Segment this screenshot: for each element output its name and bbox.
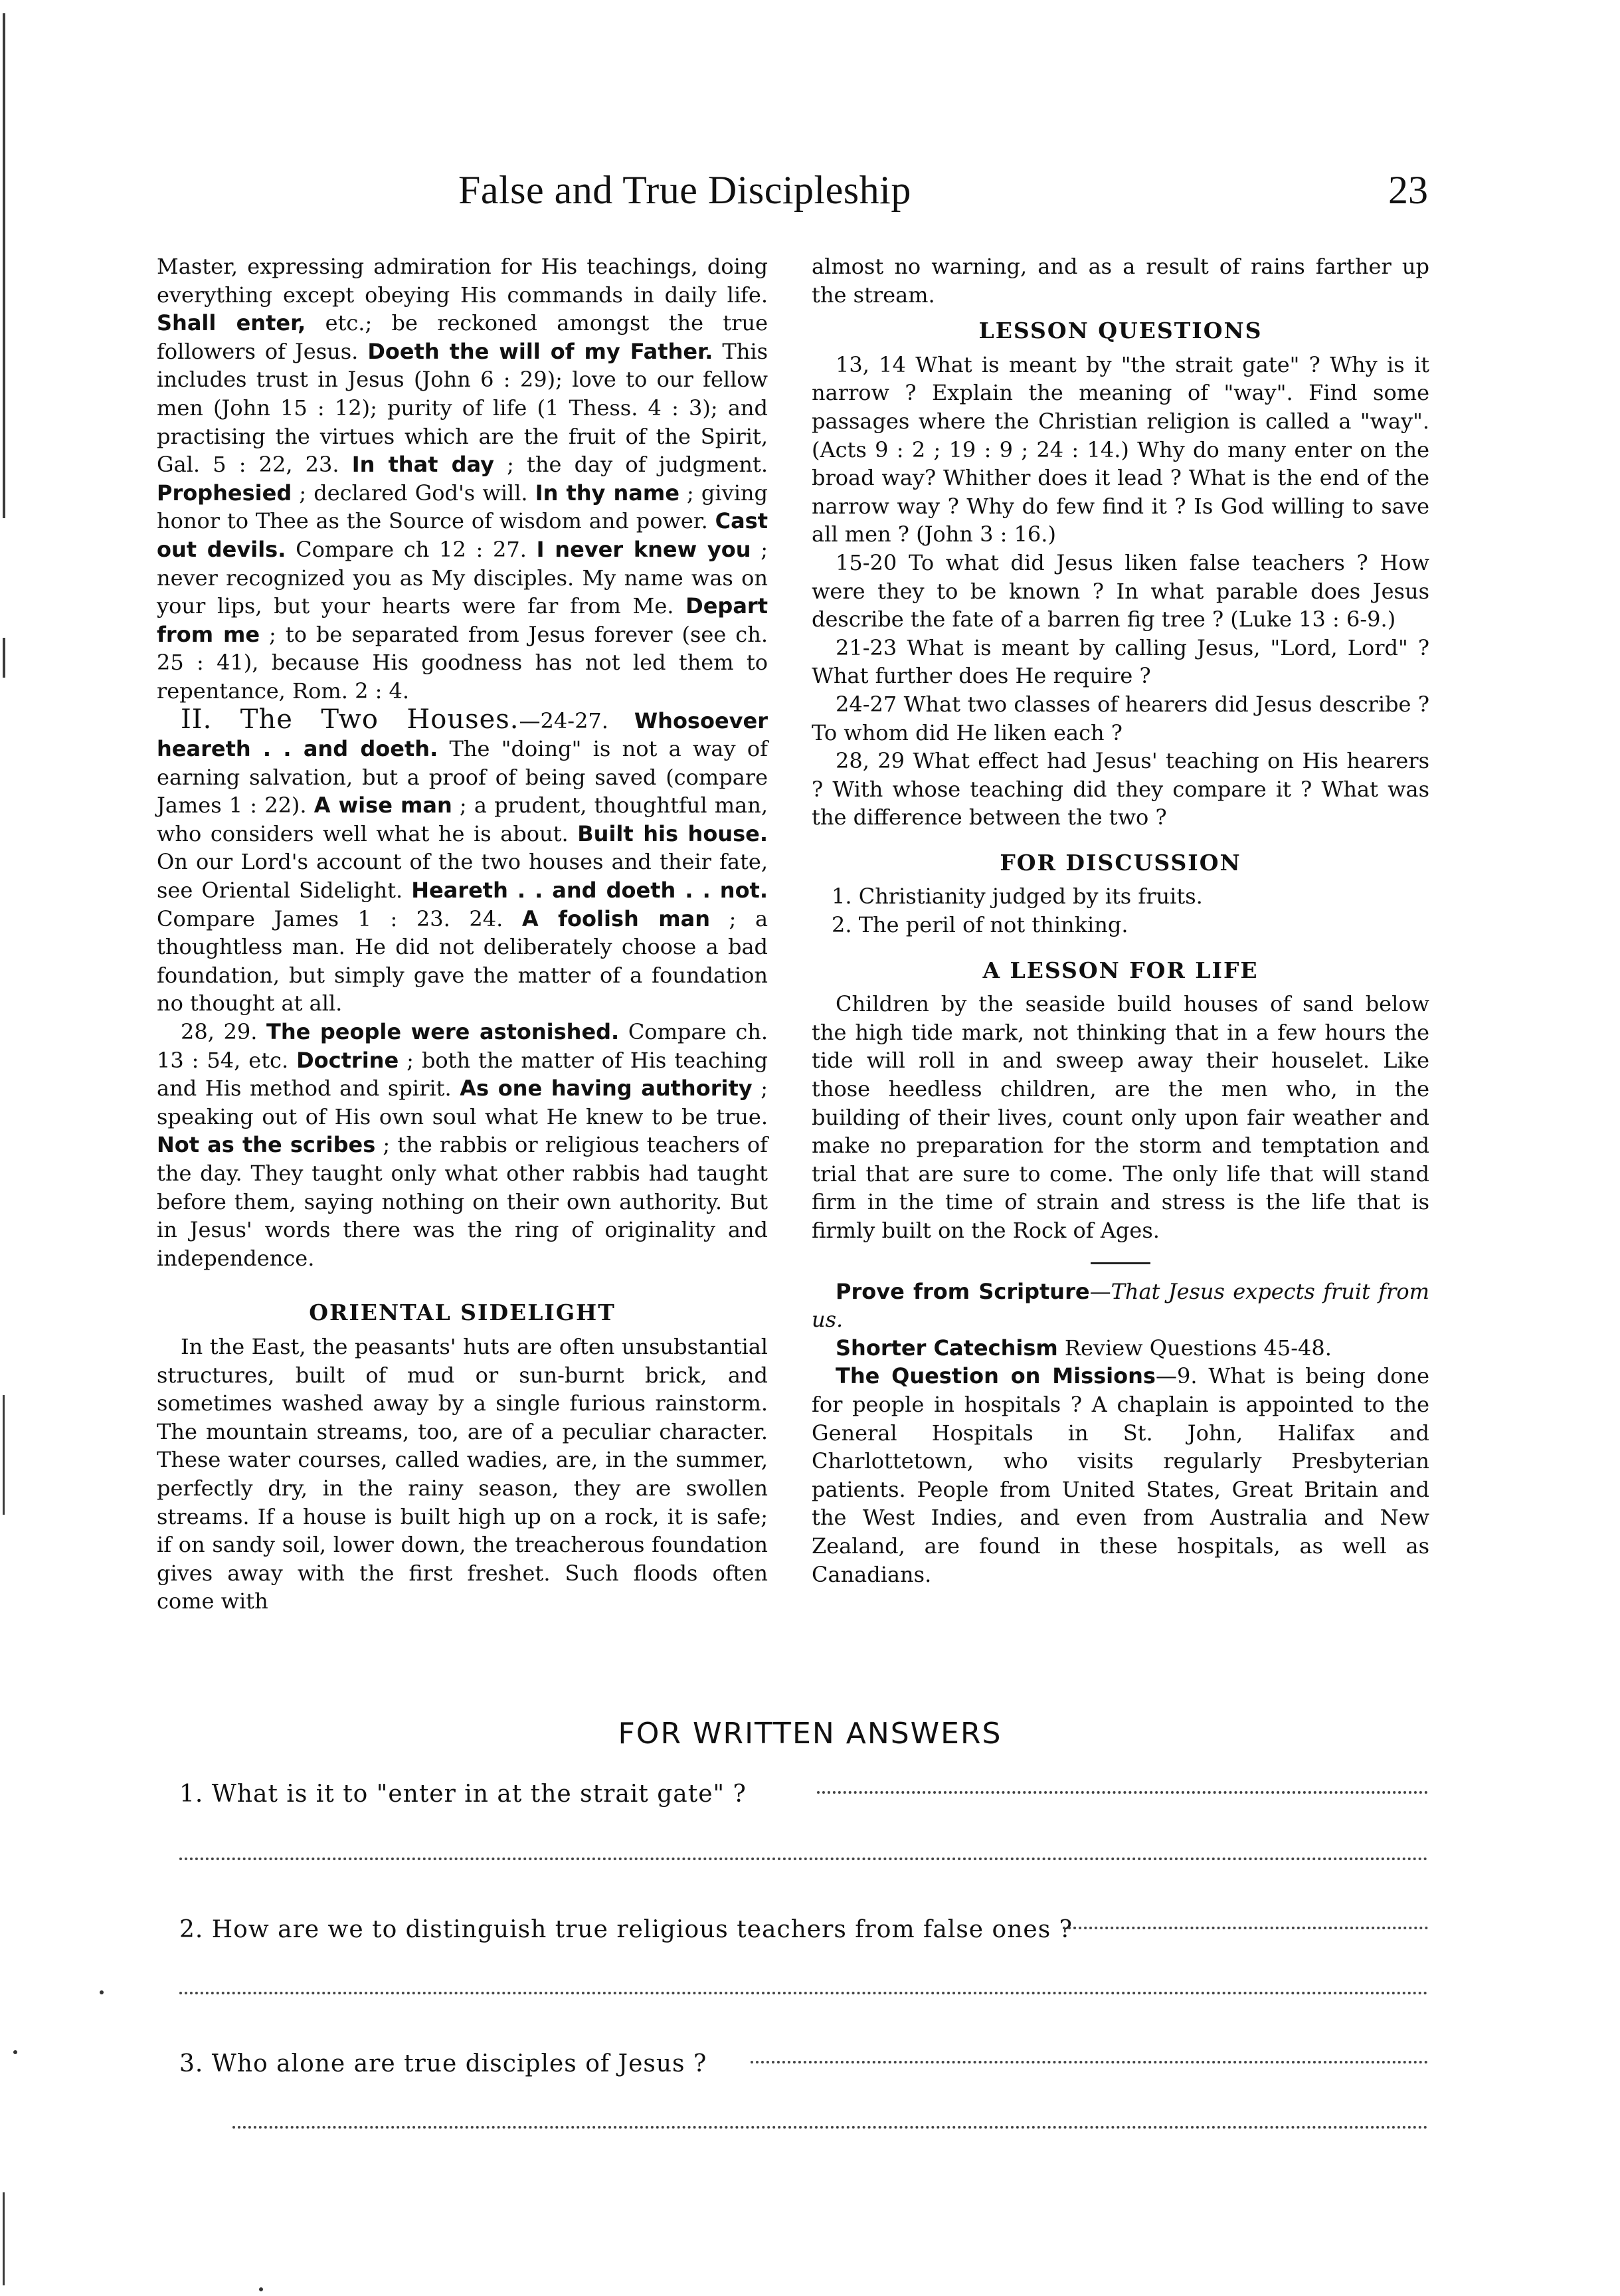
lesson-question: 13, 14 What is meant by "the strait gate" ? Why is it narrow ? Explain the meaning of "way". Find some passages where the Christian religion is called a "way". (Acts 9 : 2 ; 19 : 9 ; 24 : 14.) Why do many enter on the broad way? Whither does it lead ? What is the end of the narrow way ? Why do few find it ? Is God willing to save all men ? (John 3 : 16.) [812, 351, 1429, 547]
bold-term: Cast out devils. [157, 508, 768, 562]
bold-term: The Question on Missions [836, 1363, 1156, 1389]
text-run: Compare James 1 : 23. 24. [157, 906, 522, 931]
answer-line[interactable] [179, 1988, 1428, 1994]
page-number: 23 [1388, 168, 1428, 212]
scan-speck [100, 1990, 104, 1994]
text-run: Compare ch 12 : 27. [286, 536, 537, 562]
written-question-text: 2. How are we to distinguish true religious teachers from false ones ? [179, 1916, 1073, 1943]
bold-term: Doctrine [296, 1047, 399, 1073]
text-run: The "doing" is not a way of earning salvation, but a proof of being saved (compare James 1 : 22). [157, 736, 768, 818]
answer-line[interactable] [179, 1854, 1428, 1860]
bold-term: The people were astonished. [266, 1019, 620, 1045]
prove-from-scripture [812, 1278, 1429, 1334]
text-run: — [1089, 1278, 1111, 1304]
running-title: False and True Discipleship [458, 168, 911, 212]
bold-term: Prophesied [157, 480, 292, 506]
text-run: —9. What is being done for people in hospitals ? A chaplain is appointed to the General Hospitals in St. John, Halifax and Charlottetown, who visits regularly Presbyterian patients. People from United States, Great Britain and the West Indies, and even from Australia and New Zealand, are found in these hospitals, as well as Canadians. [812, 1363, 1430, 1587]
commentary-paragraph [157, 252, 768, 706]
section-heading: II. The Two Houses. [181, 704, 519, 735]
question-on-missions [812, 1362, 1429, 1588]
text-run: This includes trust in Jesus (John 6 : 29); love to our fellow men (John 15 : 12); purity of life (1 Thess. 4 : 3); and practising the virtues which are the fruit of the Spirit, Gal. 5 : 22, 23. [157, 338, 768, 478]
text-run: ; both the matter of His teaching and His method and spirit. [157, 1047, 768, 1101]
lesson-question: 28, 29 What effect had Jesus' teaching on His hearers ? With whose teaching did they compare it ? What was the difference between the two ? [812, 748, 1429, 830]
text-run: 28, 29. [181, 1019, 266, 1045]
answer-line[interactable] [817, 1787, 1428, 1794]
written-answers-title: FOR WRITTEN ANSWERS [618, 1717, 1002, 1751]
section-divider [1091, 1262, 1150, 1264]
bold-term: A wise man [314, 793, 452, 818]
written-question [179, 1916, 1428, 1943]
bold-term: As one having authority [460, 1076, 753, 1101]
text-run: —24-27. [519, 708, 634, 733]
discussion-list [812, 882, 1429, 939]
written-question-text: 3. Who alone are true disciples of Jesus ? [179, 2050, 707, 2077]
text-run: ; never recognized you as My disciples. My name was on your lips, but your hearts were far from Me. [157, 536, 768, 619]
lesson-question: 21-23 What is meant by calling Jesus, "Lord, Lord" ? What further does He require ? [812, 634, 1429, 689]
bold-term: Built his house. [577, 820, 768, 846]
bold-term: Shall enter, [157, 310, 306, 336]
text-run: ; to be separated from Jesus forever (see ch. 25 : 41), because His goodness has not led them to repentance, Rom. 2 : 4. [157, 621, 768, 704]
answer-line[interactable] [232, 2122, 1428, 2129]
bold-term: Heareth . . and doeth . . not. [411, 878, 768, 904]
bold-term: Prove from Scripture [836, 1278, 1090, 1304]
written-question [179, 1780, 1428, 1808]
lesson-questions-heading: LESSON QUESTIONS [978, 318, 1263, 344]
scan-speck [259, 2287, 263, 2291]
text-run: etc.; be reckoned amongst the true followers of Jesus. [157, 310, 768, 364]
bold-term: Shorter Catechism [836, 1335, 1058, 1361]
text-run: On our Lord's account of the two houses and their fate, see Oriental Sidelight. [157, 849, 768, 904]
bold-term: Depart from me [157, 593, 768, 647]
shorter-catechism [812, 1334, 1429, 1363]
continuation-text: almost no warning, and as a result of rains farther up the stream. [812, 254, 1429, 308]
answer-line[interactable] [751, 2057, 1428, 2063]
scan-edge [3, 638, 5, 678]
text-run: ; the rabbis or religious teachers of the day. They taught only what other rabbis had taught before them, saying nothing on their own authority. But in Jesus' words there was the ring of originality and independence. [157, 1132, 768, 1271]
discussion-item: 1. Christianity judged by its fruits. [832, 884, 1203, 909]
scan-edge [3, 13, 5, 518]
scan-edge [3, 2192, 5, 2285]
text-run: ; the day of judgment. [494, 452, 768, 478]
text-run: ; giving honor to Thee as the Source of wisdom and power. [157, 480, 768, 534]
bold-term: I never knew you [536, 536, 751, 562]
discussion-item: 2. The peril of not thinking. [832, 912, 1128, 938]
left-column [157, 252, 768, 1616]
lesson-for-life-text: Children by the seaside build houses of sand below the high tide mark, not thinking that in a few hours the tide will roll in and sweep away their houselet. Like those heedless children, are the men who, in the building of their lives, count only upon fair weather and make no preparation for the storm and temptation and trial that are sure to come. The only life that will stand firm in the time of strain and stress is the life that is firmly built on the Rock of Ages. [812, 991, 1429, 1243]
scan-edge [3, 1395, 5, 1515]
text-run: ; a thoughtless man. He did not deliberately choose a bad foundation, but simply gave the matter of a foundation no thought at all. [157, 906, 768, 1016]
page-header [153, 167, 1481, 227]
text-run: ; declared God's will. [292, 480, 535, 506]
text-run: Compare ch. 13 : 54, etc. [157, 1019, 768, 1073]
oriental-sidelight-text: In the East, the peasants' huts are often unsubstantial structures, built of mud or sun-burnt brick, and sometimes washed away by a single furious rainstorm. The mountain streams, too, are of a peculiar character. These water courses, called wadies, are, in the summer, perfectly dry, in the rainy season, they are swollen streams. If a house is built high up on a rock, it is safe; if on sandy soil, lower down, the treacherous foundation gives away with the first freshet. Such floods often come with [157, 1333, 768, 1614]
two-houses-paragraph [157, 706, 768, 1018]
scan-speck [13, 2050, 17, 2054]
bold-term: A foolish man [521, 906, 711, 931]
bold-term: In thy name [535, 480, 679, 506]
answer-line[interactable] [1063, 1923, 1428, 1929]
italic-phrase: That Jesus expects fruit from us. [812, 1278, 1430, 1333]
people-astonished-paragraph [157, 1018, 768, 1272]
written-question [179, 2050, 1428, 2077]
text-run: ; a prudent, thoughtful man, who considers well what he is about. [157, 793, 768, 846]
text-run: Master, expressing admiration for His teachings, doing everything except obeying His commands in daily life. [157, 254, 768, 308]
text-run: Review Questions 45-48. [1057, 1335, 1332, 1361]
lesson-question: 24-27 What two classes of hearers did Jesus describe ? To whom did He liken each ? [812, 691, 1429, 745]
bold-term: Not as the scribes [157, 1132, 376, 1158]
lesson-question: 15-20 To what did Jesus liken false teachers ? How were they to be known ? In what parable does Jesus describe the fate of a barren fig tree ? (Luke 13 : 6-9.) [812, 549, 1429, 632]
written-question-text: 1. What is it to "enter in at the strait gate" ? [179, 1780, 747, 1808]
bold-term: Doeth the will of my Father. [367, 338, 713, 364]
oriental-sidelight-heading: ORIENTAL SIDELIGHT [309, 1299, 616, 1326]
bold-term: Whosoever heareth . . and doeth. [157, 708, 768, 762]
text-run: ; speaking out of His own soul what He knew to be true. [157, 1076, 768, 1129]
bold-term: In that day [351, 452, 494, 478]
right-column [812, 252, 1429, 1588]
lesson-for-life-heading: A LESSON FOR LIFE [982, 957, 1259, 983]
discussion-heading: FOR DISCUSSION [1000, 849, 1241, 876]
